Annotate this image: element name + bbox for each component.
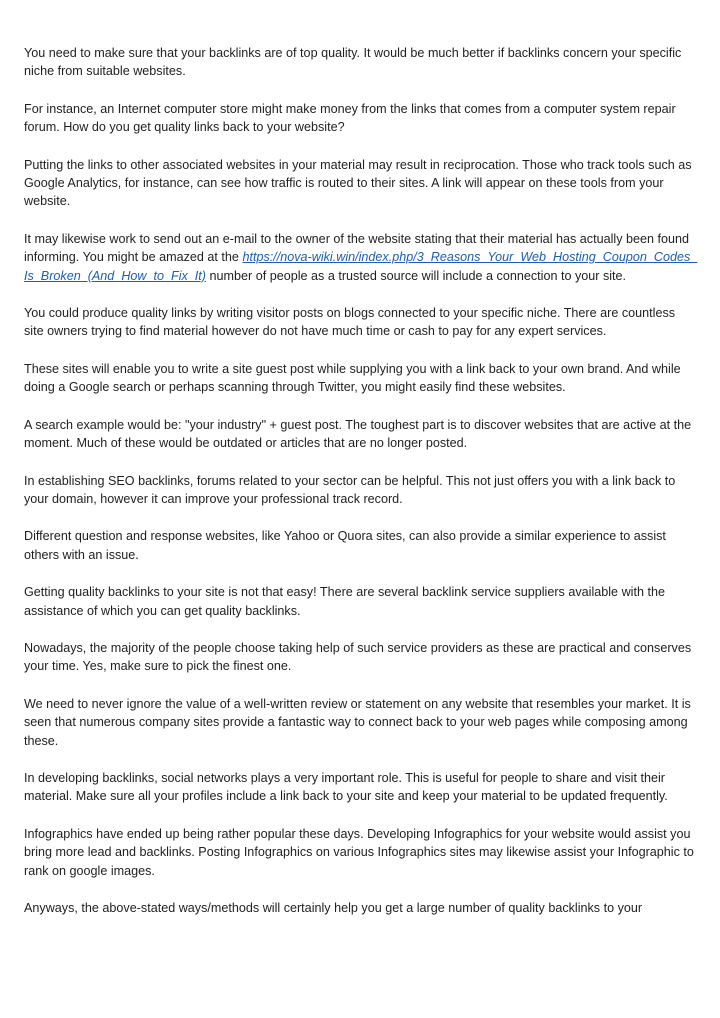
paragraph-search-example: A search example would be: "your industry" + guest post. The toughest part is to discover websites that are active at the moment. Much of these would be outdated or articles that are no longer posted. [24,417,692,451]
paragraph-email-owner [24,230,698,285]
article-body [24,44,698,936]
paragraph-service-suppliers: Getting quality backlinks to your site is not that easy! There are several backlink service suppliers available with the assistance of which you can get quality backlinks. [24,585,665,618]
paragraph-infographics: Infographics have ended up being rather popular these days. Developing Infographics for your website would assist you bring more lead and backlinks. Posting Infographics on various Infographics sites may likewise assist your Infographic to rank on google images. [24,826,694,878]
paragraph-email-owner-text: It may likewise work to send out an e-mail to the owner of the website stating that their material has actually been found informing. You might be amazed at the [24,231,690,265]
paragraph-reciprocation: Putting the links to other associated websites in your material may result in reciprocation. Those who track tools such as Google Analytics, for instance, can see how traffic is routed to their sites. A link will appear on these tools from your website. [24,157,692,209]
nova-wiki-link[interactable]: https://nova-wiki.win/index.php/3_Reasons_Your_Web_Hosting_Coupon_Codes_Is_Broken_(And_How_to_Fix_It) [24,250,698,283]
paragraph-reviews: We need to never ignore the value of a well-written review or statement on any website that resembles your market. It is seen that numerous company sites provide a fantastic way to connect back to your web pages while composing among these. [24,696,691,748]
paragraph-email-owner-text-end: number of people as a trusted source will include a connection to your site. [206,268,627,283]
paragraph-forums: In establishing SEO backlinks, forums related to your sector can be helpful. This not just offers you with a link back to your domain, however it can improve your professional track record. [24,473,676,506]
paragraph-conclusion: Anyways, the above-stated ways/methods will certainly help you get a large number of quality backlinks to your [24,901,643,915]
paragraph-quality-backlinks: You need to make sure that your backlinks are of top quality. It would be much better if backlinks concern your specific niche from suitable websites. [24,46,682,79]
paragraph-guest-post: These sites will enable you to write a site guest post while supplying you with a link back to your own brand. And while doing a Google search or perhaps scanning through Twitter, you might easily find these websites. [24,361,681,395]
paragraph-social-networks: In developing backlinks, social networks plays a very important role. This is useful for people to share and visit their material. Make sure all your profiles include a link back to your site and keep your material to be updated frequently. [24,770,668,804]
paragraph-qa-websites: Different question and response websites, like Yahoo or Quora sites, can also provide a similar experience to assist others with an issue. [24,529,666,562]
paragraph-visitor-posts: You could produce quality links by writing visitor posts on blogs connected to your specific niche. There are countless site owners trying to find material however do not have much time or cash to pay for any expert services. [24,306,676,339]
paragraph-computer-store-example: For instance, an Internet computer store might make money from the links that comes from a computer system repair forum. How do you get quality links back to your website? [24,101,676,135]
paragraph-service-providers: Nowadays, the majority of the people choose taking help of such service providers as these are practical and conserves your time. Yes, make sure to pick the finest one. [24,640,692,674]
